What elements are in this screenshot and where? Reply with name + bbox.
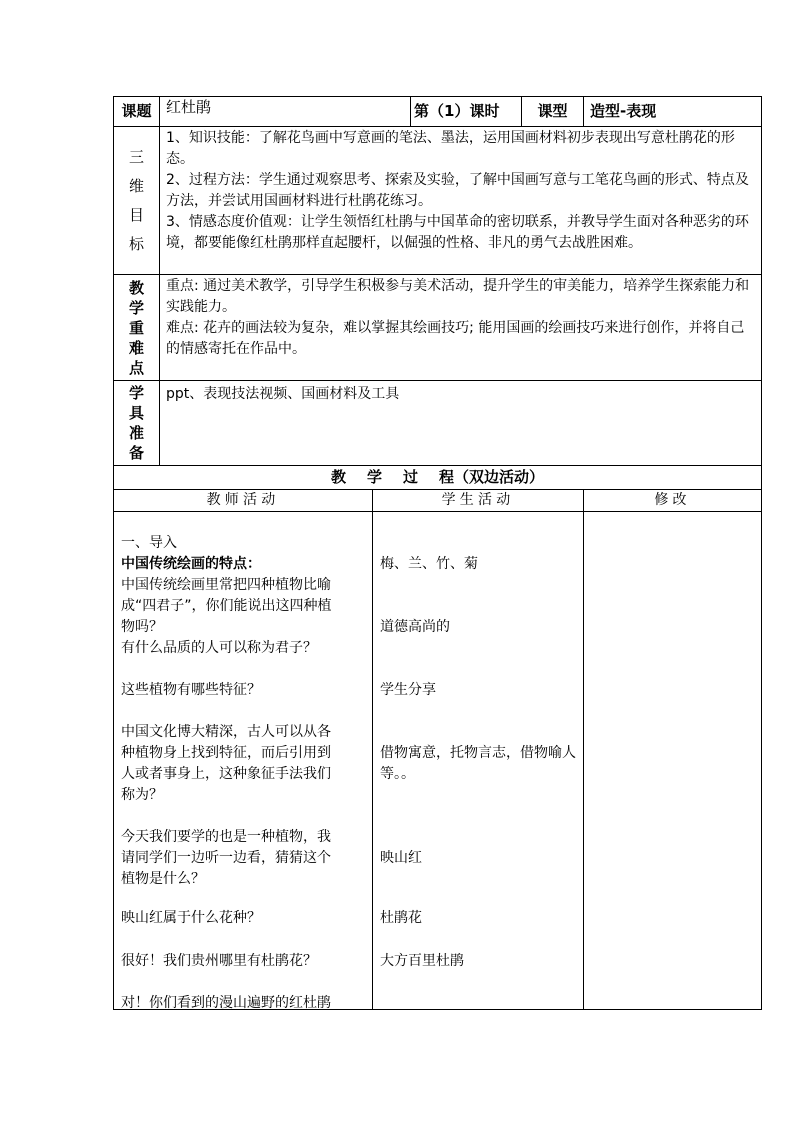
objectives-label-char: 标 — [128, 234, 144, 253]
objectives-content — [160, 127, 762, 275]
materials-value: ppt、表现技法视频、国画材料及工具 — [160, 381, 762, 466]
key-point-item: 难点: 花卉的画法较为复杂，难以掌握其绘画技巧; 能用国画的绘画技巧来进行创作，并将自己的情感寄托在作品中。 — [166, 320, 745, 357]
student-line: 杜鹃花 — [380, 910, 422, 926]
materials-label-char: 学 — [128, 384, 144, 402]
objectives-row — [114, 127, 762, 275]
teacher-line: 有什么品质的人可以称为君子？ — [121, 640, 317, 656]
key-points-label — [114, 275, 160, 381]
teacher-line: 成“四君子”，你们能说出这四种植 — [121, 598, 332, 614]
objectives-label — [114, 127, 160, 275]
objective-item: 2、过程方法：学生通过观察思考、探索及实验，了解中国画写意与工笔花鸟画的形式、特点及方法，并尝试用国画材料进行杜鹃花练习。 — [166, 172, 749, 209]
teacher-line: 植物是什么？ — [121, 871, 205, 887]
teacher-line: 称为？ — [121, 787, 163, 803]
header-row — [114, 97, 762, 127]
lesson-plan-page — [113, 96, 761, 1010]
student-line: 借物寓意，托物言志，借物喻人 — [380, 745, 576, 761]
student-line: 大方百里杜鹃 — [380, 953, 464, 969]
revision-header: 修改 — [584, 490, 762, 512]
lesson-plan-table — [113, 96, 762, 1010]
process-title-row — [114, 466, 762, 490]
student-line: 学生分享 — [380, 682, 436, 698]
topic-value: 红杜鹃 — [160, 97, 411, 127]
key-points-label-char: 重 — [128, 318, 144, 337]
objectives-label-char: 维 — [128, 176, 144, 195]
process-columns-row — [114, 490, 762, 512]
revision-column — [584, 512, 762, 1010]
activity-body-row — [114, 512, 762, 1010]
key-points-content — [160, 275, 762, 381]
teacher-line: 一、导入 — [121, 535, 177, 551]
process-title — [114, 466, 762, 490]
process-title-end: 程（双边活动） — [439, 468, 545, 486]
teacher-line: 人或者事身上，这种象征手法我们 — [121, 766, 331, 782]
materials-label-char: 准 — [128, 424, 144, 442]
materials-label-char: 具 — [128, 404, 144, 422]
key-points-label-char: 点 — [128, 358, 144, 377]
key-points-label-char: 学 — [128, 298, 144, 317]
teacher-line: 映山红属于什么花种？ — [121, 910, 261, 926]
student-line: 等。。 — [380, 766, 415, 782]
teacher-line: 种植物身上找到特征，而后引用到 — [121, 745, 331, 761]
teacher-line: 这些植物有哪些特征？ — [121, 682, 261, 698]
objectives-label-char: 目 — [128, 205, 144, 224]
process-title-main: 教学过 — [331, 468, 440, 486]
student-line: 道德高尚的 — [380, 619, 450, 635]
objective-item: 1、知识技能：了解花鸟画中写意画的笔法、墨法，运用国画材料初步表现出写意杜鹃花的形态。 — [166, 130, 735, 167]
teacher-line: 很好！我们贵州哪里有杜鹃花？ — [121, 953, 317, 969]
key-point-item: 重点: 通过美术教学，引导学生积极参与美术活动，提升学生的审美能力，培养学生探索能力和实践能力。 — [166, 278, 750, 315]
teacher-activity-column — [114, 512, 373, 1010]
teacher-line: 物吗？ — [121, 619, 163, 635]
key-points-row — [114, 275, 762, 381]
type-value: 造型-表现 — [584, 97, 762, 127]
student-line: 梅、兰、竹、菊 — [380, 556, 478, 572]
topic-label: 课题 — [114, 97, 160, 127]
student-line: 映山红 — [380, 850, 422, 866]
student-activity-column — [373, 512, 584, 1010]
type-label: 课型 — [522, 97, 584, 127]
teacher-line: 今天我们要学的也是一种植物，我 — [121, 829, 331, 845]
lesson-count-label: 第（1）课时 — [411, 97, 522, 127]
student-activity-header: 学生活动 — [373, 490, 584, 512]
materials-label-char: 备 — [128, 444, 144, 462]
teacher-line: 中国传统绘画里常把四种植物比喻 — [121, 577, 331, 593]
materials-label — [114, 381, 160, 466]
objective-item: 3、情感态度价值观：让学生领悟红杜鹃与中国革命的密切联系，并教导学生面对各种恶劣的环境，都要能像红杜鹃那样直起腰杆，以倔强的性格、非凡的勇气去战胜困难。 — [166, 214, 749, 251]
materials-row — [114, 381, 762, 466]
teacher-line: 中国文化博大精深，古人可以从各 — [121, 724, 331, 740]
teacher-line: 对！你们看到的漫山遍野的红杜鹃 — [121, 995, 331, 1011]
teacher-line: 请同学们一边听一边看，猜猜这个 — [121, 850, 331, 866]
key-points-label-char: 难 — [128, 338, 144, 357]
teacher-line: 中国传统绘画的特点： — [121, 556, 261, 572]
objectives-label-char: 三 — [128, 147, 144, 166]
teacher-activity-header: 教师活动 — [114, 490, 373, 512]
key-points-label-char: 教 — [128, 278, 144, 297]
